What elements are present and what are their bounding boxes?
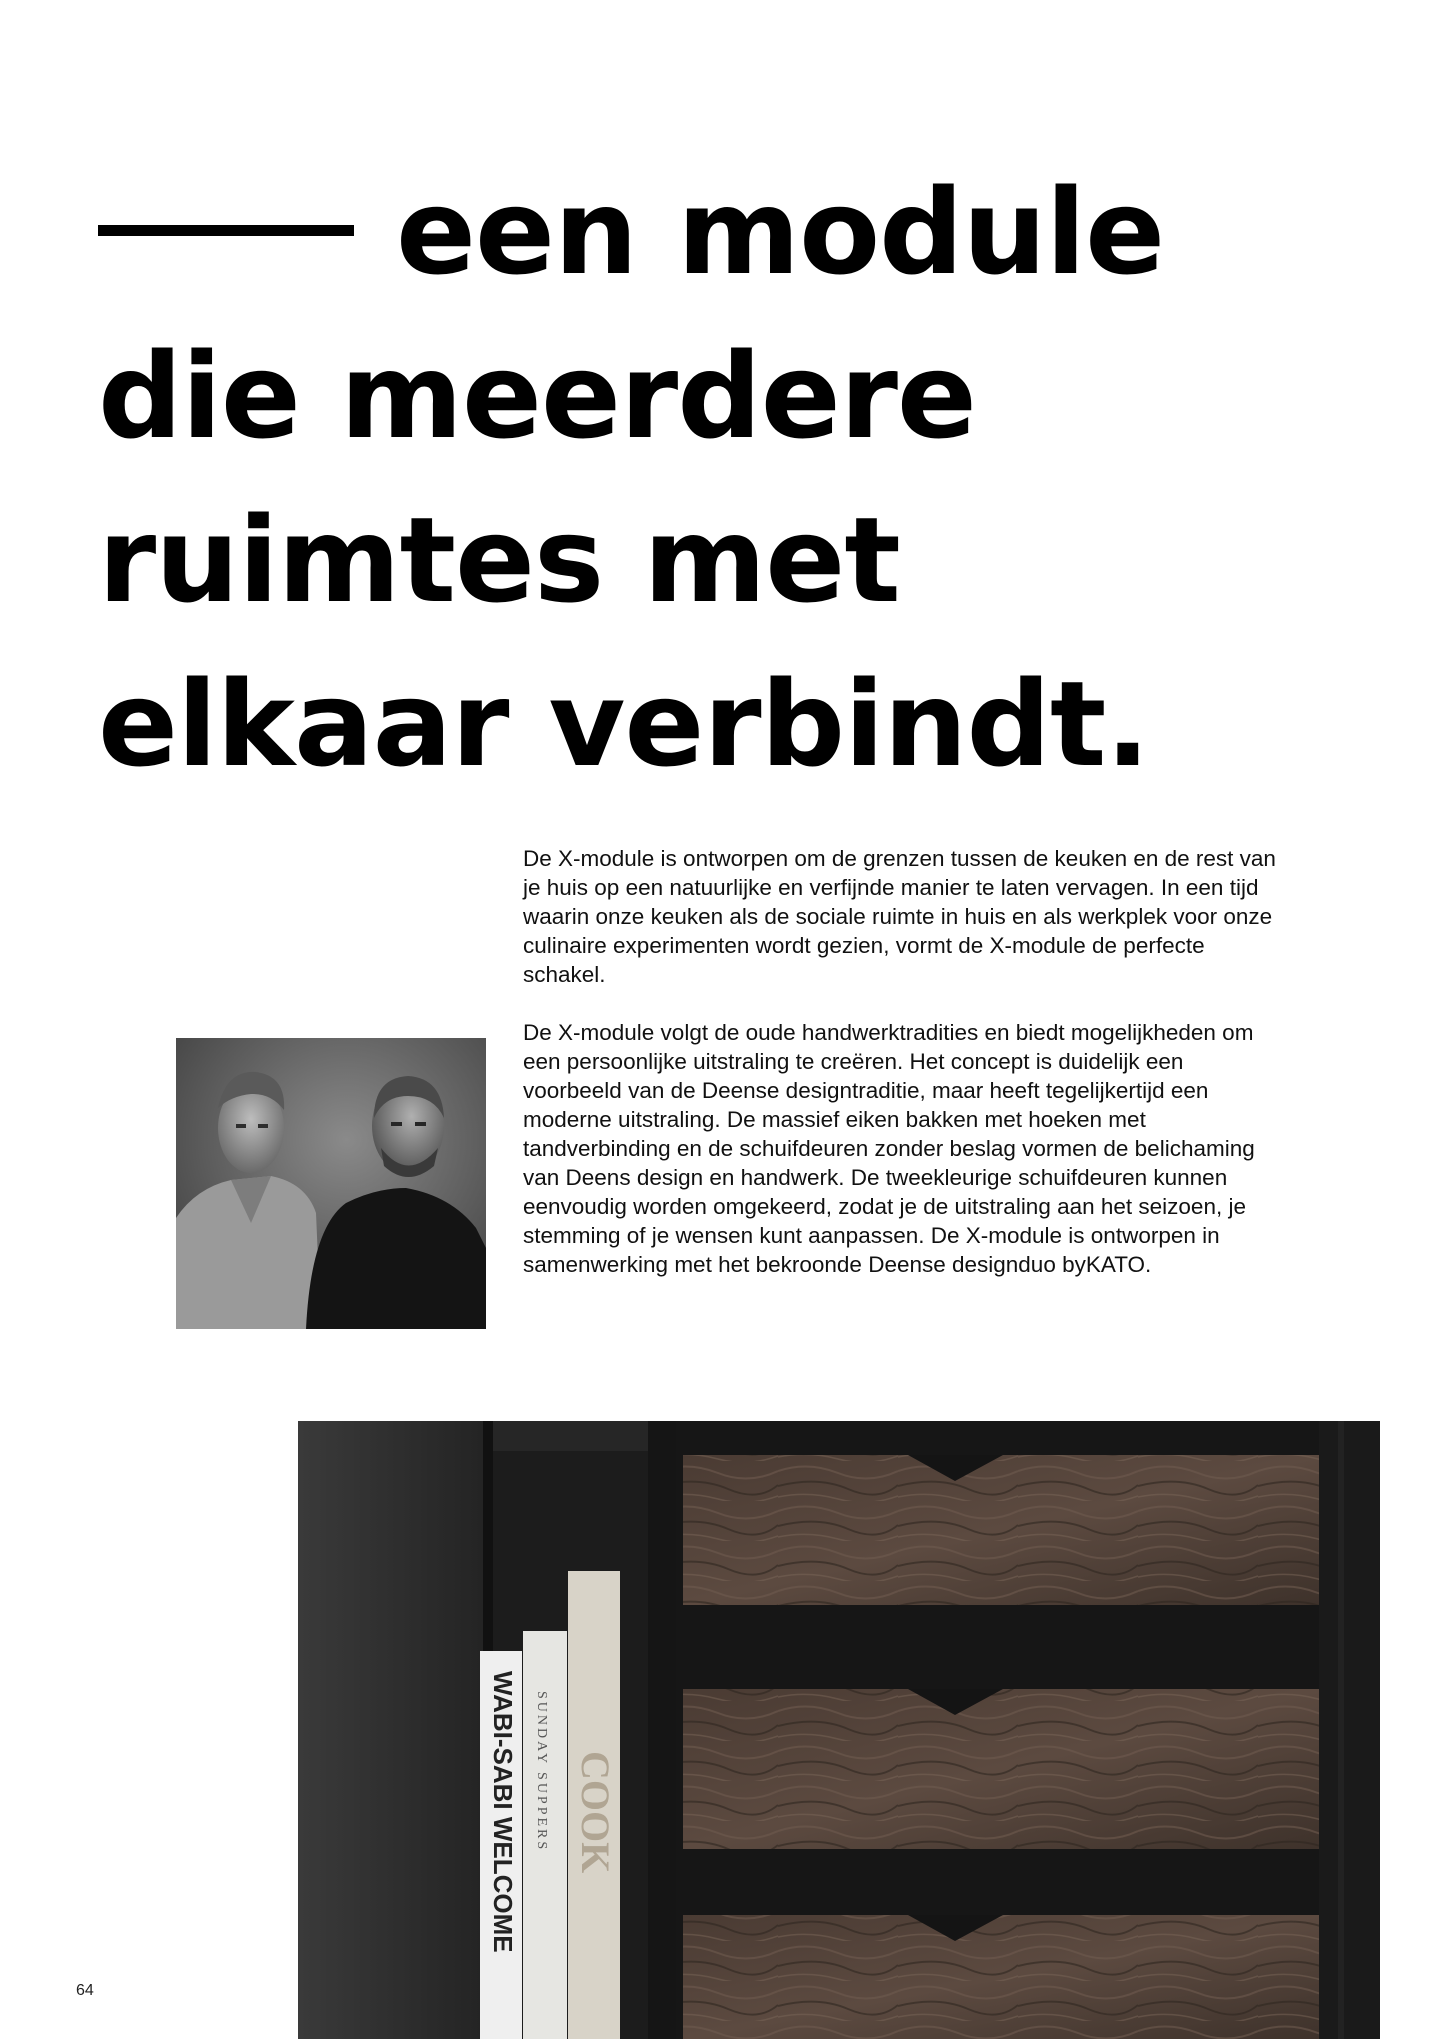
headline-dash-rule: [98, 225, 354, 236]
body-paragraph-2: De X-module volgt de oude handwerktradities en biedt mogelijkheden om een persoonlijke uitstraling te creëren. Het concept is duidelijk een voorbeeld van de Deense designtraditie, maar heeft tegelijkertijd een moderne uitstraling. De massief eiken bakken met hoeken met tandverbinding en de schuifdeuren zonder beslag vormen de belichaming van Deens design en handwerk. De tweekleurige schuifdeuren kunnen eenvoudig worden omgekeerd, zodat je de uitstraling aan het seizoen, je stemming of je wensen kunt aanpassen. De X-module is ontworpen in samenwerking met het bekroonde Deense designduo byKATO.: [523, 1020, 1255, 1277]
designers-portrait-photo: [176, 1038, 486, 1329]
drawer-1: [683, 1455, 1319, 1605]
body-paragraph-1: De X-module is ontworpen om de grenzen tussen de keuken en de rest van je huis op een natuurlijke en verfijnde manier te laten vervagen. In een tijd waarin onze keuken als de sociale ruimte in huis en als werkplek voor onze culinaire experimenten wordt gezien, vormt de X-module de perfecte schakel.: [523, 846, 1276, 987]
drawer-3: [683, 1915, 1319, 2039]
drawer-2: [683, 1689, 1319, 1849]
page-number: 64: [76, 1982, 94, 1999]
headline-line-1-text: een module: [396, 163, 1165, 301]
book-spine-wabi-sabi: WABI-SABI WELCOME: [488, 1671, 518, 1953]
book-spine-sunday-suppers: SUNDAY SUPPERS: [534, 1691, 549, 1853]
headline: [98, 150, 1398, 806]
x-module-product-photo: [298, 1421, 1380, 2039]
book-spine-cook: COOK: [573, 1751, 618, 1874]
headline-line-4: elkaar verbindt.: [98, 655, 1150, 793]
headline-line-2: die meerdere: [98, 327, 976, 465]
body-text: [523, 844, 1283, 1308]
headline-line-1: [98, 150, 1398, 314]
headline-line-3: ruimtes met: [98, 491, 900, 629]
